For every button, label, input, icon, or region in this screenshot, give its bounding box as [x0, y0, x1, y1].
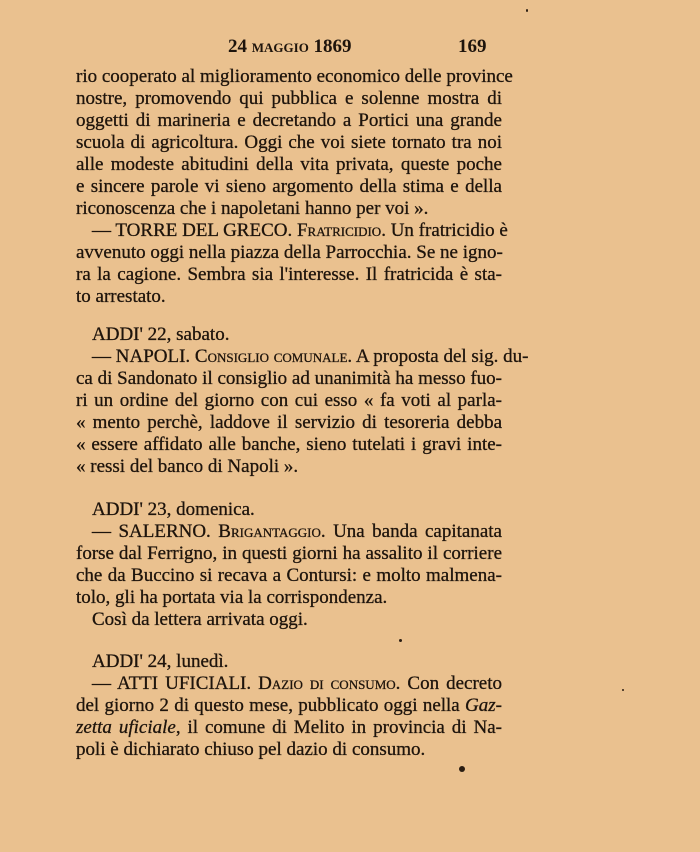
text-line	[92, 521, 502, 543]
text-line	[76, 390, 502, 412]
text-line	[76, 412, 502, 434]
text-line	[76, 456, 502, 478]
text-run: . A proposta del sig. du-	[347, 346, 529, 367]
page-number: 169	[458, 36, 487, 57]
text-run: ADDI' 24, lunedì.	[92, 651, 229, 672]
text-line	[76, 543, 502, 565]
date-heading	[92, 324, 502, 346]
text-line	[76, 176, 502, 198]
text-line	[76, 198, 502, 220]
text-run: alle modeste abitudini della vita privata, queste poche	[76, 154, 502, 175]
text-run: « essere affidato alle banche, sieno tutelati i gravi inte-	[76, 434, 502, 455]
text-run: nostre, promovendo qui pubblica e solenne mostra di	[76, 88, 502, 109]
text-line	[76, 717, 502, 739]
text-line	[92, 346, 529, 368]
text-line	[76, 88, 502, 110]
section-subject: Fratricidio	[296, 220, 382, 241]
text-line	[76, 368, 502, 390]
text-line	[76, 242, 502, 264]
text-line	[76, 434, 502, 456]
text-run: forse dal Ferrigno, in questi giorni ha assalito il corriere	[76, 543, 502, 564]
text-run: avvenuto oggi nella piazza della Parrocchia. Se ne igno-	[76, 242, 503, 263]
text-run: ADDI' 22, sabato.	[92, 324, 230, 345]
text-run: « ressi del banco di Napoli ».	[76, 456, 299, 477]
section-subject: Dazio di consumo	[258, 673, 396, 694]
text-line	[76, 739, 502, 761]
text-run: e sincere parole vi sieno argomento della stima e della	[76, 176, 502, 197]
text-line	[92, 609, 502, 631]
speck-mark	[399, 639, 402, 642]
text-run: rio cooperato al miglioramento economico delle province	[76, 66, 513, 87]
date-heading	[92, 651, 502, 673]
italic-text: Gaz-	[465, 695, 502, 716]
text-run: tolo, gli ha portata via la corrispondenza.	[76, 587, 388, 608]
speck-mark	[526, 9, 528, 12]
text-run: ca di Sandonato il consiglio ad unanimità ha messo fuo-	[76, 368, 502, 389]
text-run: . Una banda capitanata	[320, 521, 502, 542]
text-run: riconoscenza che i napoletani hanno per voi ».	[76, 198, 429, 219]
text-run: Così da lettera arrivata oggi.	[92, 609, 308, 630]
text-run: , il comune di Melito in provincia di Na-	[175, 717, 502, 738]
text-line	[76, 154, 502, 176]
text-run: scuola di agricoltura. Oggi che voi siete tornato tra noi	[76, 132, 502, 153]
text-run: ri un ordine del giorno con cui esso « fa voti al parla-	[76, 390, 502, 411]
text-line	[76, 565, 502, 587]
text-line	[76, 286, 502, 308]
text-run: to arrestato.	[76, 286, 166, 307]
section-subject: Consiglio comunale	[194, 346, 348, 367]
text-run: . Un fratricidio è	[381, 220, 508, 241]
text-line	[76, 66, 513, 88]
text-run: « mento perchè, laddove il servizio di tesoreria debba	[76, 412, 502, 433]
text-run: oggetti di marineria e decretando a Portici una grande	[76, 110, 502, 131]
text-run: poli è dichiarato chiuso pel dazio di consumo.	[76, 739, 426, 760]
text-run: ra la cagione. Sembra sia l'interesse. Il fratricida è sta-	[76, 264, 502, 285]
text-line	[76, 587, 502, 609]
section-subject: Brigantaggio	[218, 521, 321, 542]
text-line	[92, 673, 502, 695]
text-run: . Con decreto	[395, 673, 502, 694]
text-line	[76, 132, 502, 154]
text-line	[76, 110, 502, 132]
date-heading	[92, 499, 502, 521]
text-run: — ATTI UFICIALI.	[92, 673, 259, 694]
text-run: del giorno 2 di questo mese, pubblicato oggi nella	[76, 695, 466, 716]
italic-text: zetta uficiale	[76, 717, 176, 738]
text-run: — SALERNO.	[92, 521, 219, 542]
text-run: — TORRE DEL GRECO.	[92, 220, 297, 241]
text-line	[76, 695, 502, 717]
text-line	[76, 264, 502, 286]
text-run: ADDI' 23, domenica.	[92, 499, 255, 520]
running-header-date: 24 maggio 1869	[228, 36, 352, 57]
speck-mark	[622, 689, 624, 691]
text-run: che da Buccino si recava a Contursi: e molto malmena-	[76, 565, 502, 586]
text-run: — NAPOLI.	[92, 346, 195, 367]
text-line	[92, 220, 508, 242]
ink-blot-mark	[459, 766, 465, 772]
